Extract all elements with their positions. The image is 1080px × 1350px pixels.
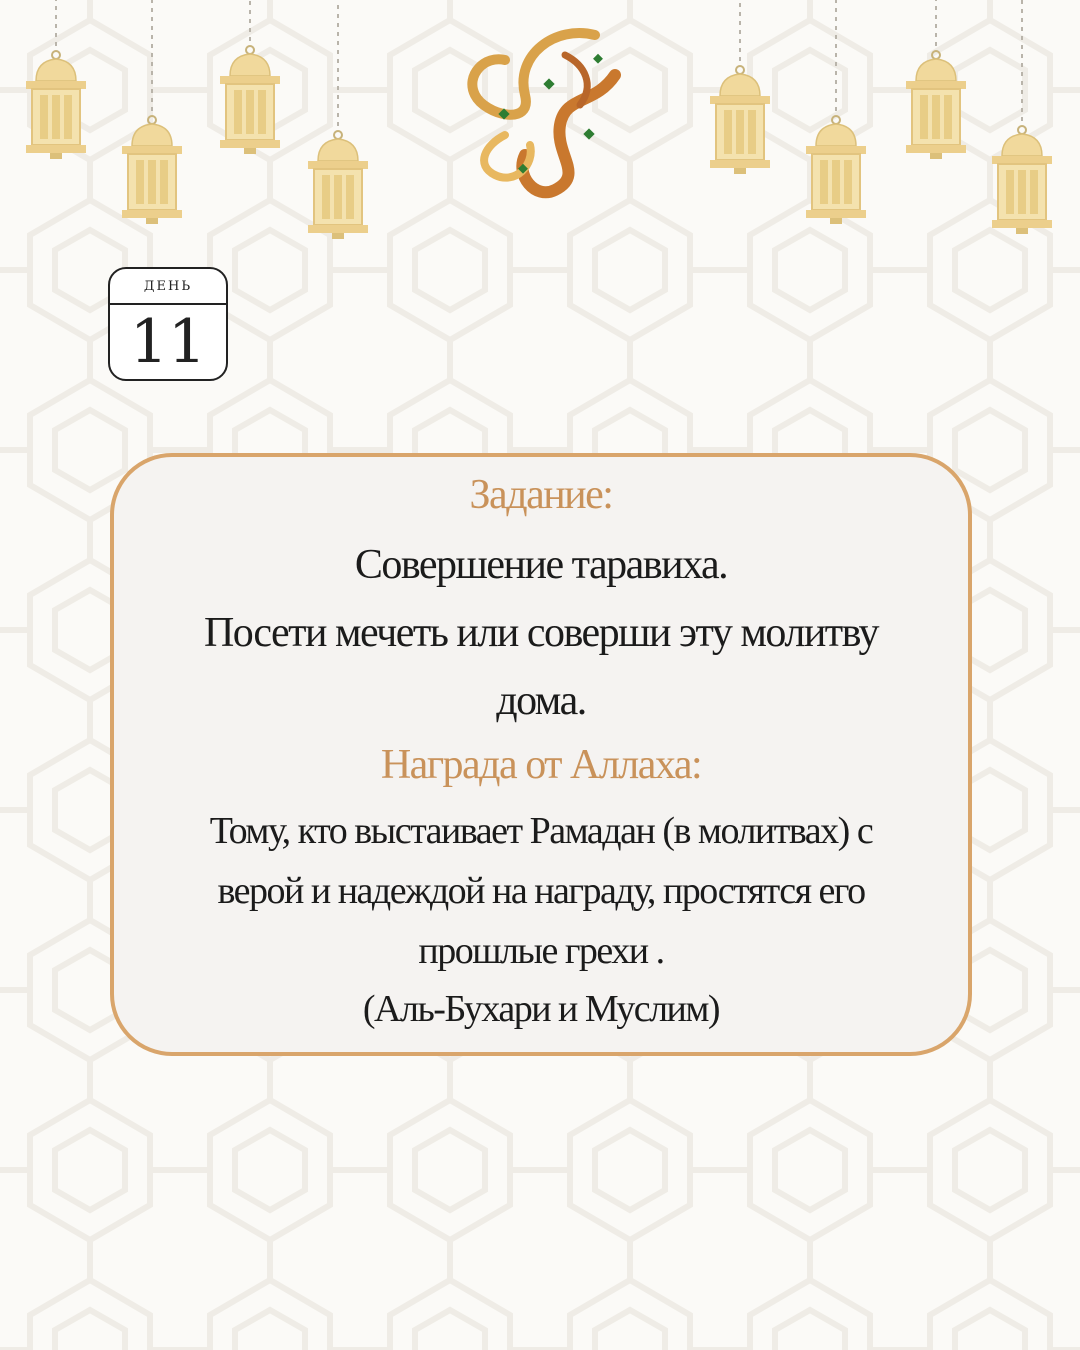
task-line: Посети мечеть или соверши эту молитву bbox=[203, 610, 879, 656]
reward-heading: Награда от Аллаха: bbox=[380, 742, 702, 788]
reward-line: Тому, кто выстаивает Рамадан (в молитвах) с bbox=[209, 810, 873, 852]
lantern-icon bbox=[806, 0, 866, 224]
day-divider bbox=[110, 303, 226, 305]
lantern-icon bbox=[26, 0, 86, 159]
task-line: Совершение таравиха. bbox=[354, 542, 728, 588]
hadith-source: (Аль-Бухари и Муслим) bbox=[362, 988, 720, 1030]
reward-line: прошлые грехи . bbox=[418, 930, 664, 972]
day-number: 11 bbox=[129, 307, 207, 377]
ramadan-calligraphy-logo bbox=[445, 15, 635, 200]
task-card bbox=[110, 453, 972, 1056]
lantern-icon bbox=[710, 0, 770, 174]
reward-line: верой и надеждой на награду, простятся его bbox=[217, 870, 865, 912]
task-line: дома. bbox=[496, 678, 586, 724]
task-heading: Задание: bbox=[469, 472, 613, 518]
lantern-icon bbox=[122, 0, 182, 224]
lantern-icon bbox=[308, 0, 368, 239]
lantern-icon bbox=[992, 0, 1052, 234]
day-calendar-box bbox=[108, 267, 228, 381]
lantern-icon bbox=[906, 0, 966, 159]
day-label: ДЕНЬ bbox=[143, 279, 193, 294]
lantern-icon bbox=[220, 0, 280, 154]
